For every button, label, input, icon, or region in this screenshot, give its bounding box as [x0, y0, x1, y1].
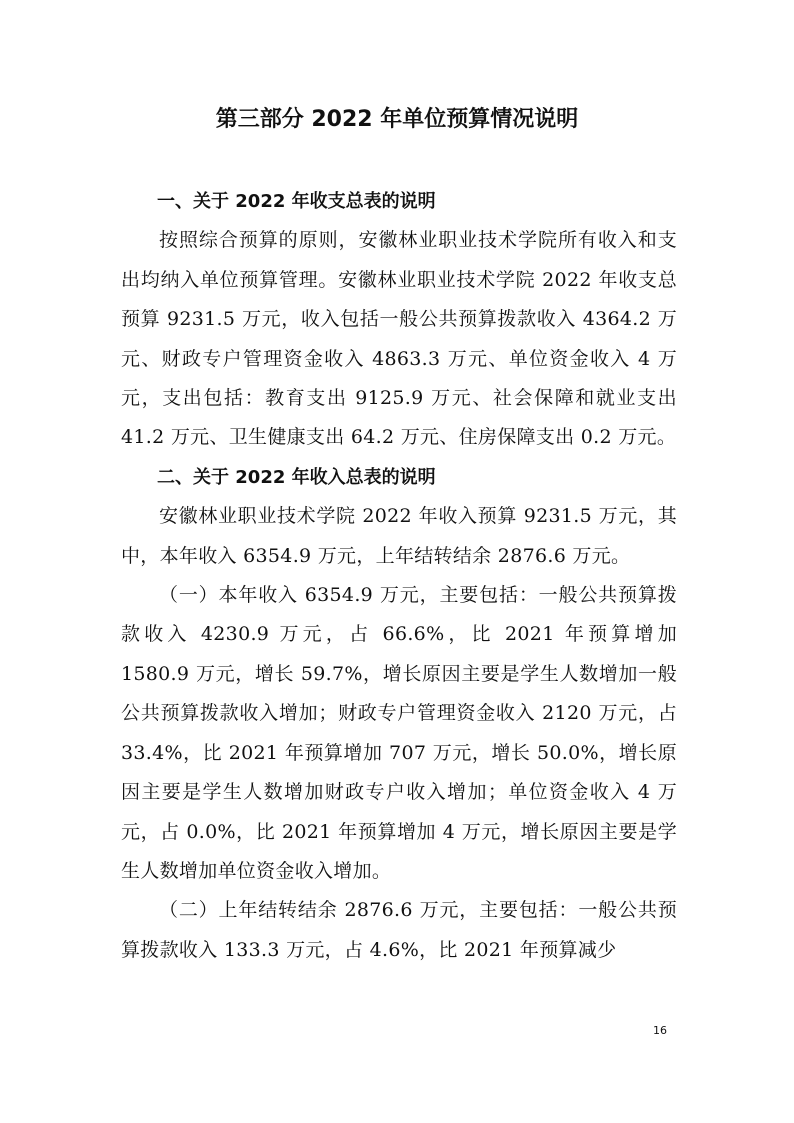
page-number: 16: [653, 1024, 667, 1037]
section-heading-2: 二、关于 2022 年收入总表的说明: [157, 466, 436, 488]
section-2-paragraph-3: （二）上年结转结余 2876.6 万元，主要包括：一般公共预算拨款收入 133.3 万元，占 4.6%，比 2021 年预算减少: [121, 899, 677, 961]
section-heading-1: 一、关于 2022 年收支总表的说明: [157, 191, 436, 212]
section-2-paragraph-2: （一）本年收入 6354.9 万元，主要包括：一般公共预算拨款收入 4230.9 万元，占 66.6%，比 2021 年预算增加 1580.9 万元，增长 59.7%，增长原因主要是学生人数增加一般公共预算拨款收入增加；财政专户管理资金收入 2120 万元，占 33.4%，比 2021 年预算增加 707 万元，增长 50.0%，增长原因主要是学生人数增加财政专户收入增加；单位资金收入 4 万元，占 0.0%，比 2021 年预算增加 4 万元，增长原因主要是学生人数增加单位资金收入增加。: [121, 584, 677, 882]
page-title: 第三部分 2022 年单位预算情况说明: [215, 107, 579, 132]
document-body: [121, 182, 677, 970]
section-1-paragraph-1: 按照综合预算的原则，安徽林业职业技术学院所有收入和支出均纳入单位预算管理。安徽林业职业技术学院 2022 年收支总预算 9231.5 万元，收入包括一般公共预算拨款收入 4364.2 万元、财政专户管理资金收入 4863.3 万元、单位资金收入 4 万元，支出包括：教育支出 9125.9 万元、社会保障和就业支出 41.2 万元、卫生健康支出 64.2 万元、住房保障支出 0.2 万元。: [121, 229, 677, 449]
section-2-paragraph-1: 安徽林业职业技术学院 2022 年收入预算 9231.5 万元，其中，本年收入 6354.9 万元，上年结转结余 2876.6 万元。: [121, 505, 677, 567]
